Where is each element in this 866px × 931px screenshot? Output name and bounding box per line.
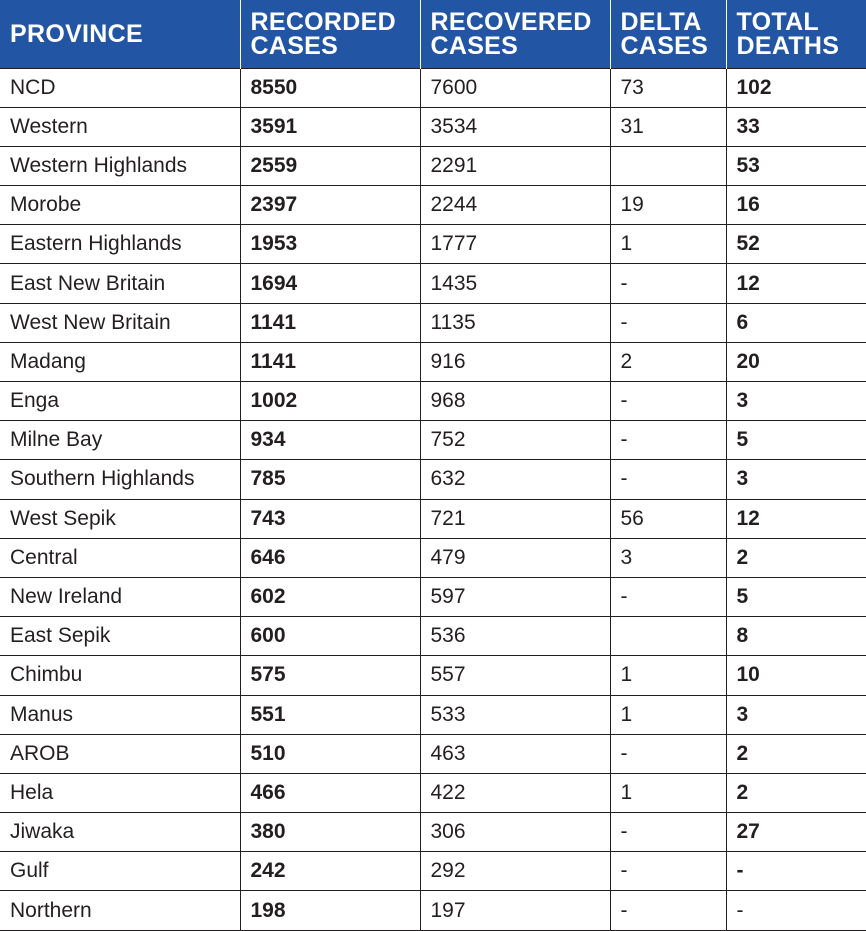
- table-row: [0, 186, 866, 225]
- cell-province: Milne Bay: [0, 421, 240, 460]
- table-row: [0, 773, 866, 812]
- table-row: [0, 382, 866, 421]
- cell-province: Central: [0, 538, 240, 577]
- cell-delta-cases: -: [610, 852, 726, 891]
- cell-delta-cases: 31: [610, 107, 726, 146]
- cell-recorded-cases: 466: [240, 773, 420, 812]
- cell-recorded-cases: 1002: [240, 382, 420, 421]
- cell-total-deaths: 2: [726, 538, 866, 577]
- cell-recorded-cases: 242: [240, 852, 420, 891]
- table-row: [0, 695, 866, 734]
- cell-province: Northern: [0, 891, 240, 930]
- cell-recovered-cases: 916: [420, 342, 610, 381]
- cell-recorded-cases: 2559: [240, 146, 420, 185]
- cell-recorded-cases: 934: [240, 421, 420, 460]
- cell-recovered-cases: 292: [420, 852, 610, 891]
- cell-recovered-cases: 422: [420, 773, 610, 812]
- cell-recovered-cases: 752: [420, 421, 610, 460]
- cell-province: Eastern Highlands: [0, 225, 240, 264]
- table-row: [0, 891, 866, 930]
- header-recorded-cases: RECORDED CASES: [240, 0, 420, 68]
- cell-recorded-cases: 1953: [240, 225, 420, 264]
- cell-total-deaths: 12: [726, 264, 866, 303]
- cell-recovered-cases: 632: [420, 460, 610, 499]
- cell-total-deaths: 12: [726, 499, 866, 538]
- cell-province: West Sepik: [0, 499, 240, 538]
- cell-total-deaths: 10: [726, 656, 866, 695]
- table-row: [0, 421, 866, 460]
- cell-province: AROB: [0, 734, 240, 773]
- cell-recovered-cases: 2291: [420, 146, 610, 185]
- cell-total-deaths: -: [726, 852, 866, 891]
- cell-delta-cases: 1: [610, 773, 726, 812]
- cell-recovered-cases: 597: [420, 577, 610, 616]
- cell-recovered-cases: 968: [420, 382, 610, 421]
- cell-total-deaths: 20: [726, 342, 866, 381]
- cell-delta-cases: -: [610, 577, 726, 616]
- header-delta-cases: DELTA CASES: [610, 0, 726, 68]
- cell-recovered-cases: 1435: [420, 264, 610, 303]
- cell-province: New Ireland: [0, 577, 240, 616]
- cell-delta-cases: 2: [610, 342, 726, 381]
- cell-recovered-cases: 306: [420, 813, 610, 852]
- cell-province: Madang: [0, 342, 240, 381]
- cell-recorded-cases: 8550: [240, 68, 420, 107]
- table-row: [0, 499, 866, 538]
- cell-delta-cases: 56: [610, 499, 726, 538]
- header-recovered-cases: RECOVERED CASES: [420, 0, 610, 68]
- cell-recovered-cases: 536: [420, 617, 610, 656]
- cell-delta-cases: 73: [610, 68, 726, 107]
- cell-recovered-cases: 7600: [420, 68, 610, 107]
- cell-total-deaths: 102: [726, 68, 866, 107]
- cell-recovered-cases: 721: [420, 499, 610, 538]
- cell-recorded-cases: 510: [240, 734, 420, 773]
- cell-province: East Sepik: [0, 617, 240, 656]
- cell-total-deaths: 2: [726, 773, 866, 812]
- cell-delta-cases: 1: [610, 225, 726, 264]
- cell-recovered-cases: 197: [420, 891, 610, 930]
- cell-recorded-cases: 551: [240, 695, 420, 734]
- cell-total-deaths: 33: [726, 107, 866, 146]
- cell-total-deaths: 27: [726, 813, 866, 852]
- cell-delta-cases: [610, 146, 726, 185]
- table-row: [0, 68, 866, 107]
- table-row: [0, 813, 866, 852]
- cell-total-deaths: 2: [726, 734, 866, 773]
- cell-recorded-cases: 3591: [240, 107, 420, 146]
- table-row: [0, 146, 866, 185]
- cell-recovered-cases: 557: [420, 656, 610, 695]
- cell-total-deaths: -: [726, 891, 866, 930]
- cell-recorded-cases: 600: [240, 617, 420, 656]
- cell-province: Southern Highlands: [0, 460, 240, 499]
- header-total-deaths: TOTAL DEATHS: [726, 0, 866, 68]
- cell-province: Manus: [0, 695, 240, 734]
- table-row: [0, 656, 866, 695]
- cell-province: West New Britain: [0, 303, 240, 342]
- cell-province: Jiwaka: [0, 813, 240, 852]
- cell-delta-cases: 1: [610, 695, 726, 734]
- cell-delta-cases: -: [610, 264, 726, 303]
- cell-recorded-cases: 380: [240, 813, 420, 852]
- cell-province: East New Britain: [0, 264, 240, 303]
- cell-delta-cases: -: [610, 813, 726, 852]
- cell-recorded-cases: 198: [240, 891, 420, 930]
- table-row: [0, 264, 866, 303]
- cell-recorded-cases: 1141: [240, 303, 420, 342]
- cell-province: Morobe: [0, 186, 240, 225]
- cell-total-deaths: 5: [726, 421, 866, 460]
- cell-total-deaths: 5: [726, 577, 866, 616]
- cell-province: Western: [0, 107, 240, 146]
- cell-recovered-cases: 479: [420, 538, 610, 577]
- cell-recorded-cases: 646: [240, 538, 420, 577]
- table-row: [0, 852, 866, 891]
- cell-recorded-cases: 575: [240, 656, 420, 695]
- table-body: [0, 68, 866, 930]
- cell-province: Western Highlands: [0, 146, 240, 185]
- table-row: [0, 617, 866, 656]
- cell-recorded-cases: 785: [240, 460, 420, 499]
- cell-province: NCD: [0, 68, 240, 107]
- cell-total-deaths: 3: [726, 460, 866, 499]
- table-row: [0, 538, 866, 577]
- cell-province: Enga: [0, 382, 240, 421]
- cell-delta-cases: -: [610, 421, 726, 460]
- cell-recorded-cases: 1141: [240, 342, 420, 381]
- cell-recovered-cases: 463: [420, 734, 610, 773]
- cell-delta-cases: -: [610, 891, 726, 930]
- cell-recorded-cases: 743: [240, 499, 420, 538]
- cell-delta-cases: -: [610, 460, 726, 499]
- cell-total-deaths: 6: [726, 303, 866, 342]
- table-row: [0, 577, 866, 616]
- table-row: [0, 225, 866, 264]
- table-row: [0, 460, 866, 499]
- table-header-row: [0, 0, 866, 68]
- cell-delta-cases: 1: [610, 656, 726, 695]
- cell-recorded-cases: 602: [240, 577, 420, 616]
- cell-delta-cases: -: [610, 734, 726, 773]
- header-province: PROVINCE: [0, 0, 240, 68]
- cell-province: Gulf: [0, 852, 240, 891]
- cell-recorded-cases: 2397: [240, 186, 420, 225]
- cell-delta-cases: 19: [610, 186, 726, 225]
- table-row: [0, 342, 866, 381]
- cell-total-deaths: 53: [726, 146, 866, 185]
- cell-province: Chimbu: [0, 656, 240, 695]
- table-row: [0, 734, 866, 773]
- cell-delta-cases: [610, 617, 726, 656]
- cell-recovered-cases: 3534: [420, 107, 610, 146]
- table-row: [0, 107, 866, 146]
- cell-total-deaths: 3: [726, 382, 866, 421]
- cell-delta-cases: -: [610, 382, 726, 421]
- cell-recovered-cases: 1777: [420, 225, 610, 264]
- cell-total-deaths: 16: [726, 186, 866, 225]
- cell-total-deaths: 52: [726, 225, 866, 264]
- cell-province: Hela: [0, 773, 240, 812]
- cell-recovered-cases: 533: [420, 695, 610, 734]
- table-row: [0, 303, 866, 342]
- cell-delta-cases: -: [610, 303, 726, 342]
- cell-delta-cases: 3: [610, 538, 726, 577]
- cell-recovered-cases: 2244: [420, 186, 610, 225]
- cell-recorded-cases: 1694: [240, 264, 420, 303]
- cell-recovered-cases: 1135: [420, 303, 610, 342]
- cell-total-deaths: 8: [726, 617, 866, 656]
- cell-total-deaths: 3: [726, 695, 866, 734]
